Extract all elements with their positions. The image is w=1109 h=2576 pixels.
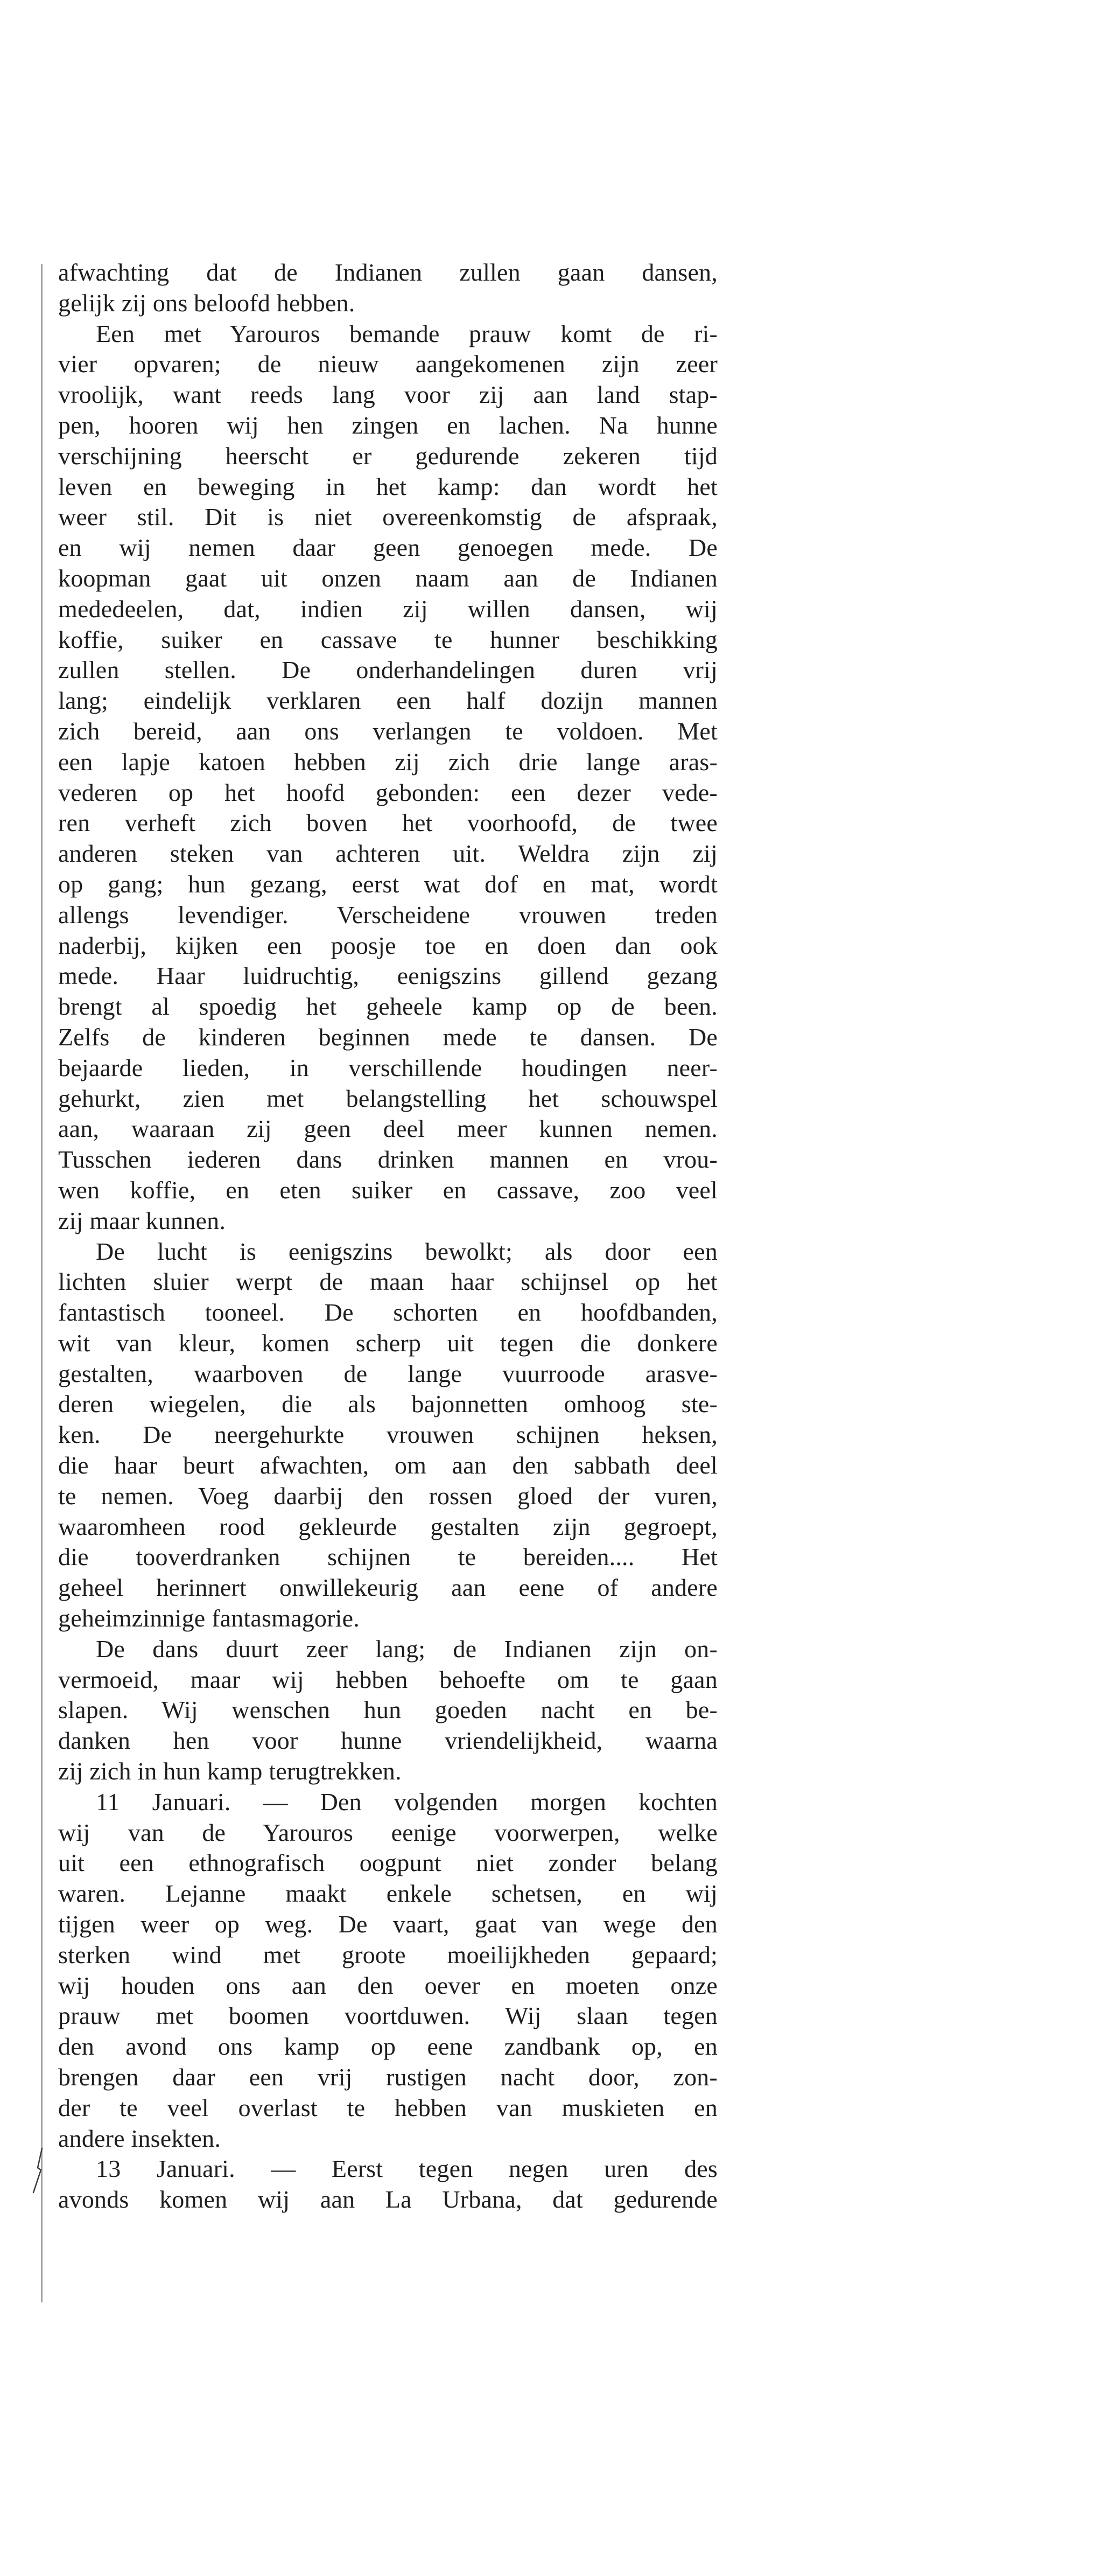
text-line: gestalten, waarboven de lange vuurroode arasve-: [58, 1359, 718, 1387]
text-line: waren. Lejanne maakt enkele schetsen, en wij: [58, 1880, 718, 1908]
text-line: die haar beurt afwachten, om aan den sabbath deel: [58, 1451, 718, 1479]
text-line: en wij nemen daar geen genoegen mede. De: [58, 534, 718, 562]
text-line: gehurkt, zien met belangstelling het schouwspel: [58, 1084, 718, 1112]
text-line: vederen op het hoofd gebonden: een dezer vede-: [58, 778, 718, 806]
text-line: afwachting dat de Indianen zullen gaan dansen,: [58, 259, 718, 286]
text-line: De lucht is eenigszins bewolkt; als door een: [96, 1237, 718, 1265]
text-line: anderen steken van achteren uit. Weldra zijn zij: [58, 840, 718, 868]
text-line: prauw met boomen voortduwen. Wij slaan tegen: [58, 2002, 718, 2030]
text-line: den avond ons kamp op eene zandbank op, en: [58, 2033, 718, 2061]
text-line: vermoeid, maar wij hebben behoefte om te gaan: [58, 1665, 718, 1693]
text-line: ren verheft zich boven het voorhoofd, de twee: [58, 809, 718, 837]
text-line: geheel herinnert onwillekeurig aan eene of andere: [58, 1574, 718, 1602]
text-line: brengt al spoedig het geheele kamp op de been.: [58, 993, 718, 1021]
text-line: Zelfs de kinderen beginnen mede te dansen. De: [58, 1023, 718, 1051]
text-line: verschijning heerscht er gedurende zekeren tijd: [58, 442, 718, 470]
text-line: koffie, suiker en cassave te hunner beschikking: [58, 625, 718, 653]
text-line: weer stil. Dit is niet overeenkomstig de afspraak,: [58, 503, 718, 531]
text-line: sterken wind met groote moeilijkheden gepaard;: [58, 1940, 718, 1968]
text-line: 13 Januari. — Eerst tegen negen uren des: [96, 2155, 718, 2183]
text-line: mede. Haar luidruchtig, eenigszins gillend gezang: [58, 962, 718, 990]
text-line: zullen stellen. De onderhandelingen duren vrij: [58, 656, 718, 684]
text-line: wij van de Yarouros eenige voorwerpen, welke: [58, 1818, 718, 1846]
text-line: andere insekten.: [58, 2124, 221, 2152]
text-line: die tooverdranken schijnen te bereiden.... Het: [58, 1543, 718, 1571]
text-line: Tusschen iederen dans drinken mannen en vrou-: [58, 1146, 718, 1174]
text-column: [58, 257, 718, 2215]
text-line: mededeelen, dat, indien zij willen dansen, wij: [58, 595, 718, 623]
text-line: slapen. Wij wenschen hun goeden nacht en be-: [58, 1696, 718, 1724]
text-line: aan, waaraan zij geen deel meer kunnen nemen.: [58, 1115, 718, 1143]
margin-rule: [41, 264, 43, 2302]
text-line: lang; eindelijk verklaren een half dozijn mannen: [58, 687, 718, 715]
text-line: avonds komen wij aan La Urbana, dat gedurende: [58, 2186, 718, 2214]
text-line: vier opvaren; de nieuw aangekomenen zijn zeer: [58, 350, 718, 378]
text-line: wen koffie, en eten suiker en cassave, zoo veel: [58, 1176, 718, 1204]
text-line: lichten sluier werpt de maan haar schijnsel op het: [58, 1268, 718, 1296]
text-line: wit van kleur, komen scherp uit tegen die donkere: [58, 1329, 718, 1357]
text-line: op gang; hun gezang, eerst wat dof en mat, wordt: [58, 870, 718, 898]
text-line: 11 Januari. — Den volgenden morgen kochten: [96, 1788, 718, 1816]
text-line: pen, hooren wij hen zingen en lachen. Na hunne: [58, 411, 718, 439]
text-line: leven en beweging in het kamp: dan wordt het: [58, 472, 718, 500]
text-line: danken hen voor hunne vriendelijkheid, waarna: [58, 1727, 718, 1755]
text-line: naderbij, kijken een poosje toe en doen dan ook: [58, 931, 718, 959]
text-line: brengen daar een vrij rustigen nacht door, zon-: [58, 2063, 718, 2091]
text-line: zich bereid, aan ons verlangen te voldoen. Met: [58, 717, 718, 745]
pencil-mark-icon: [28, 2146, 46, 2195]
text-line: ken. De neergehurkte vrouwen schijnen heksen,: [58, 1421, 718, 1449]
text-line: waaromheen rood gekleurde gestalten zijn gegroept,: [58, 1512, 718, 1540]
text-line: koopman gaat uit onzen naam aan de Indianen: [58, 564, 718, 592]
text-line: Een met Yarouros bemande prauw komt de ri-: [96, 319, 718, 347]
text-line: geheimzinnige fantasmagorie.: [58, 1604, 360, 1632]
text-line: deren wiegelen, die als bajonnetten omhoog ste-: [58, 1390, 718, 1418]
text-line: zij maar kunnen.: [58, 1206, 226, 1234]
text-line: uit een ethnografisch oogpunt niet zonder belang: [58, 1849, 718, 1877]
text-line: allengs levendiger. Verscheidene vrouwen treden: [58, 900, 718, 929]
text-line: tijgen weer op weg. De vaart, gaat van wege den: [58, 1910, 718, 1938]
text-line: een lapje katoen hebben zij zich drie lange aras-: [58, 748, 718, 776]
text-line: vroolijk, want reeds lang voor zij aan land stap-: [58, 381, 718, 409]
text-line: fantastisch tooneel. De schorten en hoofdbanden,: [58, 1299, 718, 1327]
text-line: bejaarde lieden, in verschillende houdingen neer-: [58, 1053, 718, 1081]
text-line: zij zich in hun kamp terugtrekken.: [58, 1757, 402, 1785]
text-line: gelijk zij ons beloofd hebben.: [58, 289, 355, 317]
text-line: der te veel overlast te hebben van muskieten en: [58, 2093, 718, 2121]
text-line: wij houden ons aan den oever en moeten onze: [58, 1971, 718, 1999]
text-line: De dans duurt zeer lang; de Indianen zijn on-: [96, 1635, 718, 1663]
text-line: te nemen. Voeg daarbij den rossen gloed der vuren,: [58, 1482, 718, 1510]
